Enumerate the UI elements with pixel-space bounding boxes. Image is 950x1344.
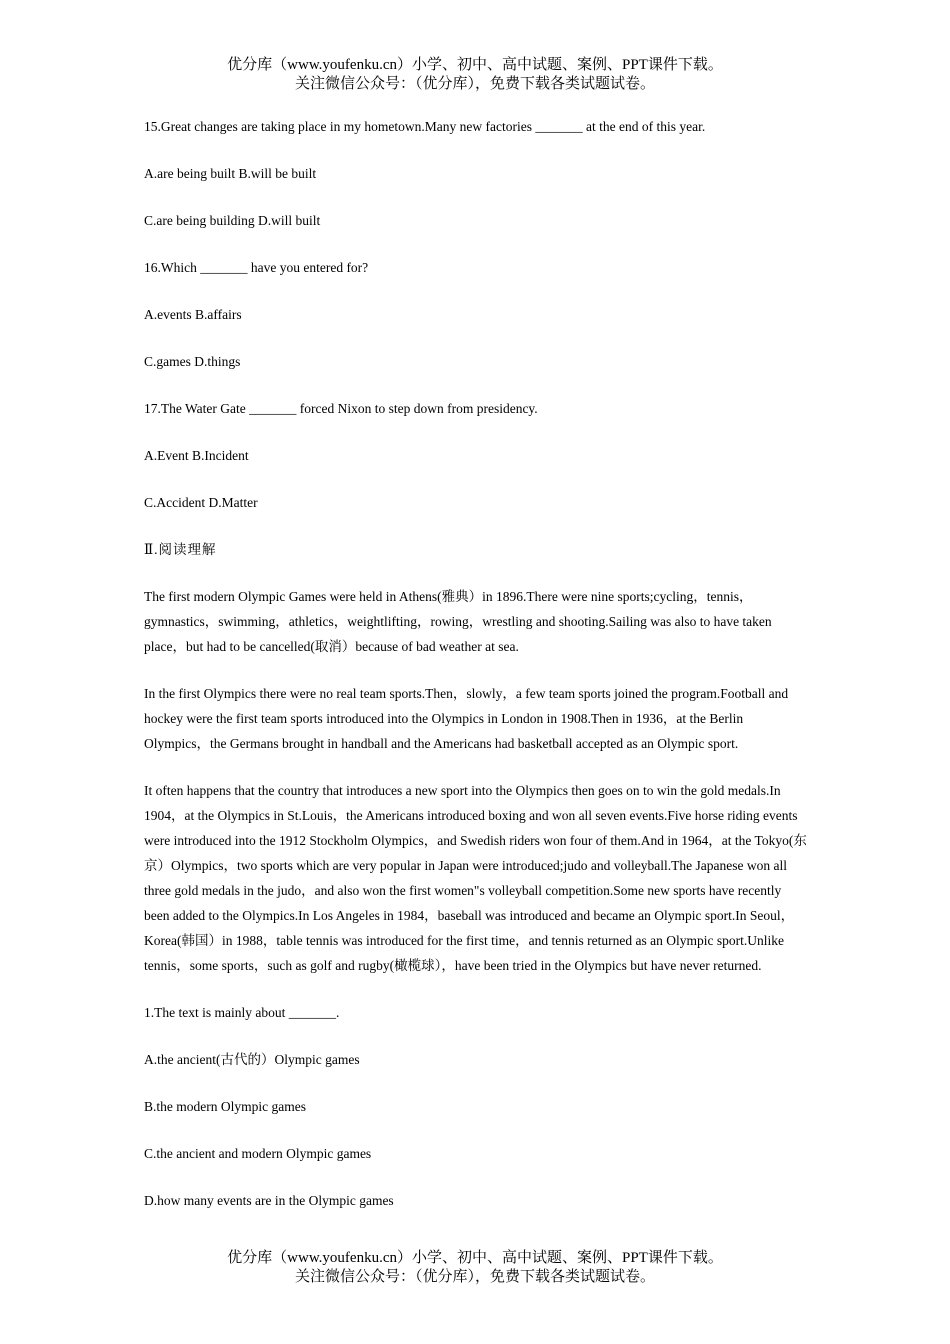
question-stem: 17.The Water Gate _______ forced Nixon to step down from presidency. (144, 401, 538, 416)
option-d: D.how many events are in the Olympic games (144, 1193, 394, 1208)
footer-line-2: 关注微信公众号：（优分库），免费下载各类试题试卷。 (294, 1269, 655, 1285)
header-line-2: 关注微信公众号：（优分库），免费下载各类试题试卷。 (294, 76, 655, 92)
reading-question-1 (144, 1000, 808, 1213)
passage-paragraph: It often happens that the country that introduces a new sport into the Olympics then goes on to win the gold medals.In 1904，at the Olympics in St.Louis，the Americans introduced boxing and won all seven events.Five horse riding events were introduced into the 1912 Stockholm Olympics，and Swedish riders won four of them.And in 1964，at the Tokyo(东京）Olympics，two sports which are very popular in Japan were introduced;judo and volleyball.The Japanese won all three gold medals in the judo，and also won the first women"s volleyball competition.Some new sports have recently been added to the Olympics.In Los Angeles in 1984，baseball was introduced and became an Olympic sport.In Seoul，Korea(韩国）in 1988，table tennis was introduced for the first time，and tennis returned as an Olympic sport.Unlike tennis，some sports，such as golf and rugby(橄榄球），have been tried in the Olympics but have never returned. (144, 783, 807, 973)
page-header (0, 56, 950, 94)
section-heading-reading: Ⅱ.阅读理解 (144, 542, 217, 557)
question-15 (144, 114, 808, 233)
question-stem: 15.Great changes are taking place in my hometown.Many new factories _______ at the end of this year. (144, 119, 706, 134)
question-17 (144, 396, 808, 515)
question-options-ab: A.events B.affairs (144, 307, 242, 322)
passage-paragraph: In the first Olympics there were no real team sports.Then，slowly，a few team sports joined the program.Football and hockey were the first team sports introduced into the Olympics in London in 1908.Then in 1936，at the Berlin Olympics，the Germans brought in handball and the Americans had basketball accepted as an Olympic sport. (144, 686, 789, 751)
question-stem: 16.Which _______ have you entered for? (144, 260, 369, 275)
question-options-ab: A.Event B.Incident (144, 448, 249, 463)
document-body (144, 114, 808, 1235)
option-a: A.the ancient(古代的）Olympic games (144, 1052, 360, 1067)
reading-passage (144, 584, 808, 978)
footer-line-1: 优分库（www.youfenku.cn）小学、初中、高中试题、案例、PPT课件下载。 (227, 1250, 723, 1266)
question-stem: 1.The text is mainly about _______. (144, 1005, 340, 1020)
page-footer (0, 1249, 950, 1287)
question-options-cd: C.are being building D.will built (144, 213, 321, 228)
question-options-ab: A.are being built B.will be built (144, 166, 317, 181)
question-options-cd: C.games D.things (144, 354, 241, 369)
question-options-cd: C.Accident D.Matter (144, 495, 258, 510)
header-line-1: 优分库（www.youfenku.cn）小学、初中、高中试题、案例、PPT课件下载。 (227, 57, 723, 73)
question-16 (144, 255, 808, 374)
option-c: C.the ancient and modern Olympic games (144, 1146, 372, 1161)
option-b: B.the modern Olympic games (144, 1099, 306, 1114)
passage-paragraph: The first modern Olympic Games were held in Athens(雅典）in 1896.There were nine sports;cycling，tennis，gymnastics，swimming，athletics，weightlifting，rowing，wrestling and shooting.Sailing was also to have taken place，but had to be cancelled(取消）because of bad weather at sea. (144, 589, 772, 654)
